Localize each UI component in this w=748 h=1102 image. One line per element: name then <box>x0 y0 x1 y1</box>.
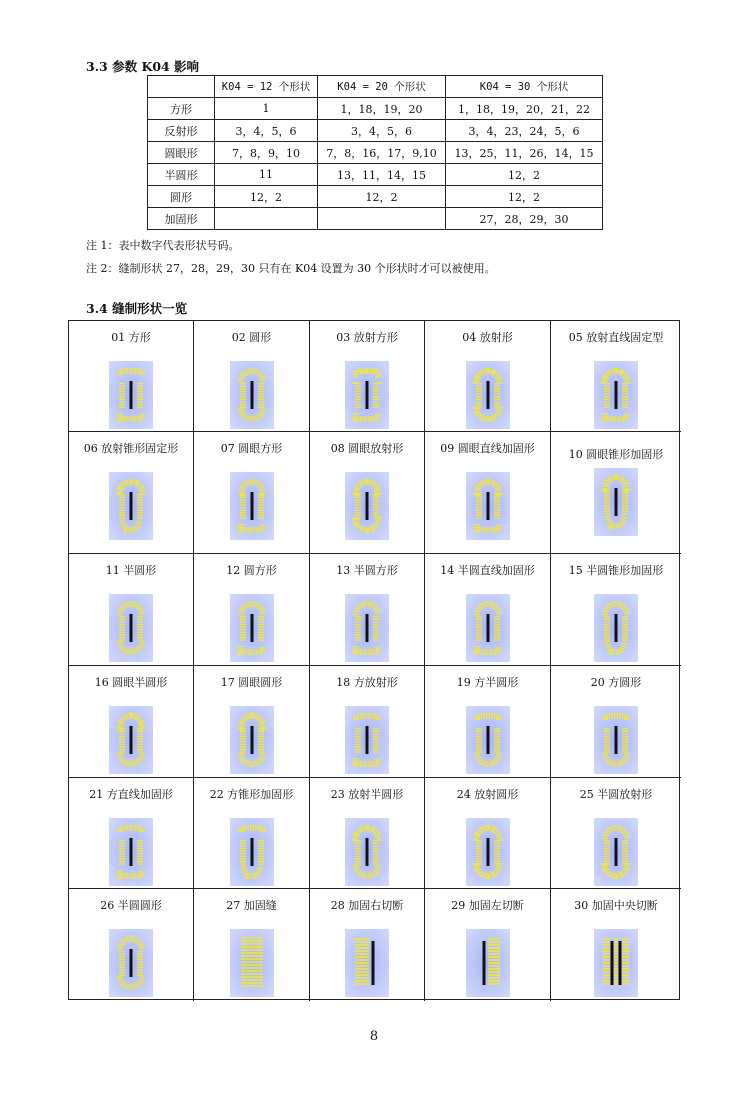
shape-label: 16 圆眼半圆形 <box>94 676 168 689</box>
shape-label: 02 圆形 <box>231 331 272 344</box>
radial-taper-bartack-shape-icon <box>109 472 153 540</box>
shape-label: 30 加固中央切断 <box>574 899 658 912</box>
shape-cell <box>194 554 310 666</box>
square-shape-icon <box>109 361 153 429</box>
shape-cell <box>194 778 310 889</box>
round-shape-icon <box>230 361 274 429</box>
shape-label: 28 加固右切断 <box>330 899 404 912</box>
buttonhole-slit <box>366 726 369 754</box>
eyelet-straight-bartack-shape-icon <box>466 472 510 540</box>
table-row <box>148 208 603 230</box>
shape-cell <box>69 778 194 889</box>
shape-cell <box>310 432 425 554</box>
buttonhole-slit <box>130 838 133 866</box>
buttonhole-slit <box>130 614 133 642</box>
shape-label: 20 方圆形 <box>590 676 642 689</box>
eyelet-square-shape-icon <box>230 472 274 540</box>
shape-label: 05 放射直线固定型 <box>568 331 664 344</box>
eyelet-round-shape-icon <box>230 706 274 774</box>
shape-cell <box>551 666 681 778</box>
table-header-row <box>148 76 603 98</box>
table-cell <box>215 208 318 230</box>
buttonhole-slit <box>250 614 253 642</box>
buttonhole-slit <box>486 726 489 754</box>
square-taper-bartack-shape-icon <box>230 818 274 886</box>
table-cell: 3，4，5，6 <box>318 120 446 142</box>
table-cell: 12，2 <box>318 186 446 208</box>
table-cell <box>318 208 446 230</box>
bartack-left-cut-shape-icon <box>466 929 510 997</box>
shape-label: 10 圆眼锥形加固形 <box>568 448 664 461</box>
buttonhole-slit <box>250 381 253 409</box>
square-radial-shape-icon <box>345 706 389 774</box>
table-header-corner <box>148 76 215 98</box>
table-cell: 1，18，19，20 <box>318 98 446 120</box>
shape-cell <box>194 432 310 554</box>
shape-label: 13 半圆方形 <box>336 564 398 577</box>
shape-label: 29 加固左切断 <box>451 899 524 912</box>
table-header-k04-12: K04 = 12 个形状 <box>215 76 318 98</box>
shape-cell <box>69 432 194 554</box>
buttonhole-slit <box>486 614 489 642</box>
shape-cell <box>425 778 551 889</box>
k04-table <box>147 75 603 230</box>
bartack-center-cut-shape-icon <box>594 929 638 997</box>
shape-label: 07 圆眼方形 <box>220 442 283 455</box>
shape-cell <box>69 889 194 1001</box>
buttonhole-slit <box>615 838 618 866</box>
square-round-shape-icon <box>594 706 638 774</box>
shape-label: 01 方形 <box>111 331 151 344</box>
bartack-right-cut-shape-icon <box>345 929 389 997</box>
table-cell: 12，2 <box>446 164 603 186</box>
shape-label: 23 放射半圆形 <box>330 788 404 801</box>
page-number: 8 <box>369 1029 379 1044</box>
section-3-4-heading: 3.4 缝制形状一览 <box>86 301 188 316</box>
shape-cell <box>310 666 425 778</box>
round-square-shape-icon <box>230 594 274 662</box>
eyelet-taper-bartack-shape-icon <box>594 468 638 536</box>
shape-cell <box>551 889 681 1001</box>
shape-label: 12 圆方形 <box>226 564 277 577</box>
table-row <box>148 142 603 164</box>
radial-straight-bartack-shape-icon <box>594 361 638 429</box>
eyelet-radial-shape-icon <box>345 472 389 540</box>
table-cell: 12，2 <box>446 186 603 208</box>
buttonhole-slit <box>615 726 618 754</box>
note-2: 注 2：缝制形状 27，28，29，30 只有在 K04 设置为 30 个形状时才可以被使用。 <box>86 262 496 275</box>
row-label: 反射形 <box>148 120 215 142</box>
shape-label: 18 方放射形 <box>336 676 398 689</box>
radial-semicircle-shape-icon <box>345 818 389 886</box>
shape-cell <box>194 889 310 1001</box>
square-straight-bartack-shape-icon <box>109 818 153 886</box>
semicircle-straight-bartack-shape-icon <box>466 594 510 662</box>
shape-label: 14 半圆直线加固形 <box>440 564 535 577</box>
shape-cell <box>551 321 681 432</box>
shape-grid <box>68 320 680 1000</box>
shape-cell <box>69 666 194 778</box>
buttonhole-slit <box>130 492 133 520</box>
table-cell: 7，8，9，10 <box>215 142 318 164</box>
square-semicircle-shape-icon <box>466 706 510 774</box>
shape-label: 09 圆眼直线加固形 <box>440 442 535 455</box>
semicircle-taper-bartack-shape-icon <box>594 594 638 662</box>
eyelet-semicircle-shape-icon <box>109 706 153 774</box>
shape-label: 17 圆眼圆形 <box>220 676 283 689</box>
shape-cell <box>425 554 551 666</box>
shape-label: 15 半圆锥形加固形 <box>568 564 664 577</box>
section-3-3-heading: 3.3 参数 K04 影响 <box>86 59 200 74</box>
semicircle-square-shape-icon <box>345 594 389 662</box>
buttonhole-slit <box>250 492 253 520</box>
row-label: 圆眼形 <box>148 142 215 164</box>
table-header-k04-20: K04 = 20 个形状 <box>318 76 446 98</box>
table-cell: 1，18，19，20，21，22 <box>446 98 603 120</box>
buttonhole-slit <box>250 838 253 866</box>
row-label: 半圆形 <box>148 164 215 186</box>
table-cell: 3，4，23，24，5，6 <box>446 120 603 142</box>
buttonhole-slit <box>130 949 133 977</box>
table-row <box>148 120 603 142</box>
bartack-shape-icon <box>230 929 274 997</box>
table-cell: 12，2 <box>215 186 318 208</box>
semicircle-radial-shape-icon <box>594 818 638 886</box>
buttonhole-slit <box>615 488 618 516</box>
row-label: 圆形 <box>148 186 215 208</box>
buttonhole-slit <box>486 381 489 409</box>
shape-cell <box>310 321 425 432</box>
buttonhole-slit <box>615 381 618 409</box>
shape-label: 22 方锥形加固形 <box>209 788 294 801</box>
buttonhole-slit <box>486 838 489 866</box>
shape-label: 11 半圆形 <box>105 564 157 577</box>
table-cell: 3，4，5，6 <box>215 120 318 142</box>
shape-cell <box>425 666 551 778</box>
shape-label: 26 半圆圆形 <box>100 899 162 912</box>
shape-label: 06 放射锥形固定形 <box>83 442 179 455</box>
shape-cell <box>425 432 551 554</box>
shape-cell <box>551 554 681 666</box>
buttonhole-slit <box>130 381 133 409</box>
buttonhole-slit <box>615 614 618 642</box>
buttonhole-slit <box>366 492 369 520</box>
table-cell: 11 <box>215 164 318 186</box>
note-1: 注 1：表中数字代表形状号码。 <box>86 239 240 252</box>
shape-cell <box>551 432 681 554</box>
shape-label: 27 加固缝 <box>226 899 277 912</box>
shape-cell <box>69 554 194 666</box>
shape-cell <box>194 666 310 778</box>
table-cell: 7，8，16，17，9,10 <box>318 142 446 164</box>
buttonhole-slit <box>486 492 489 520</box>
shape-label: 24 放射圆形 <box>456 788 519 801</box>
shape-label: 03 放射方形 <box>336 331 398 344</box>
buttonhole-slit <box>130 726 133 754</box>
shape-cell <box>551 778 681 889</box>
table-row <box>148 186 603 208</box>
buttonhole-slit <box>366 381 369 409</box>
shape-cell <box>194 321 310 432</box>
radial-round-shape-icon <box>466 818 510 886</box>
buttonhole-slit <box>366 838 369 866</box>
radial-shape-icon <box>466 361 510 429</box>
table-cell: 27，28，29，30 <box>446 208 603 230</box>
semicircle-shape-icon <box>109 594 153 662</box>
radial-square-shape-icon <box>345 361 389 429</box>
table-cell: 13，25，11，26，14，15 <box>446 142 603 164</box>
table-row <box>148 164 603 186</box>
table-row <box>148 98 603 120</box>
shape-cell <box>310 889 425 1001</box>
shape-label: 08 圆眼放射形 <box>330 442 404 455</box>
shape-cell <box>425 321 551 432</box>
row-label: 方形 <box>148 98 215 120</box>
shape-cell <box>69 321 194 432</box>
shape-label: 21 方直线加固形 <box>89 788 173 801</box>
shape-cell <box>310 554 425 666</box>
shape-cell <box>425 889 551 1001</box>
semicircle-round-shape-icon <box>109 929 153 997</box>
buttonhole-slit <box>366 614 369 642</box>
table-cell: 13，11，14，15 <box>318 164 446 186</box>
shape-label: 25 半圆放射形 <box>579 788 653 801</box>
shape-cell <box>310 778 425 889</box>
shape-label: 19 方半圆形 <box>456 676 519 689</box>
shape-label: 04 放射形 <box>462 331 513 344</box>
table-header-k04-30: K04 = 30 个形状 <box>446 76 603 98</box>
table-cell: 1 <box>215 98 318 120</box>
row-label: 加固形 <box>148 208 215 230</box>
buttonhole-slit <box>250 726 253 754</box>
